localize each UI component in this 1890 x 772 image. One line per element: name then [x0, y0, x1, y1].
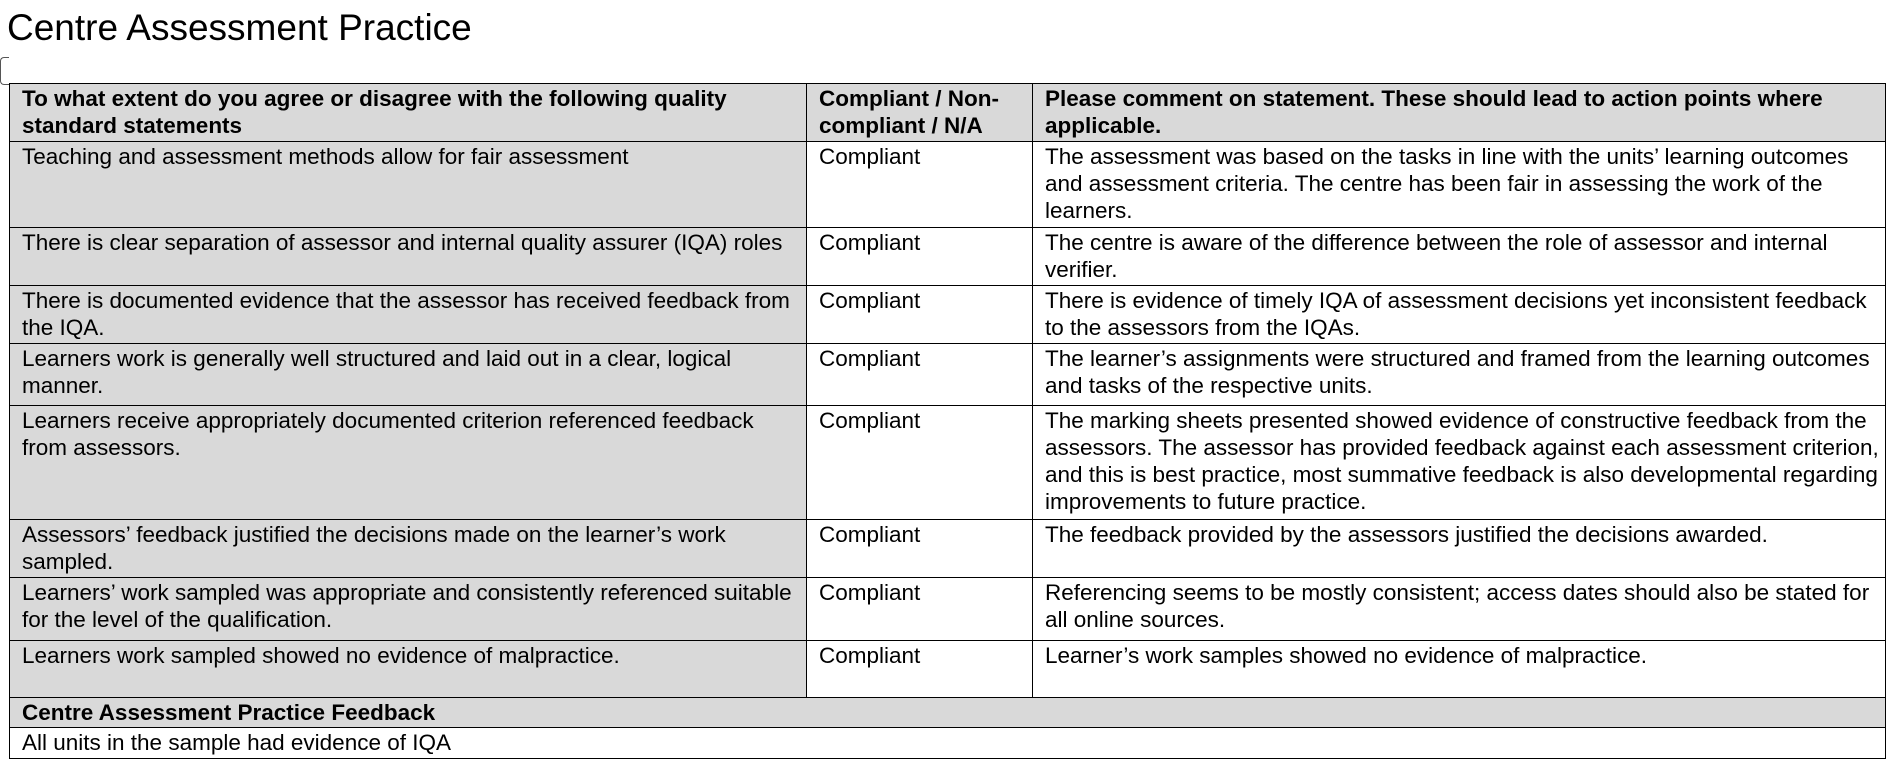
table-row	[10, 142, 1886, 228]
header-comment: Please comment on statement. These should lead to action points where applicable.	[1033, 84, 1886, 142]
statement-cell: Learners receive appropriately documented criterion referenced feedback from assessors.	[10, 406, 807, 520]
comment-cell: There is evidence of timely IQA of assessment decisions yet inconsistent feedback to the assessors from the IQAs.	[1033, 286, 1886, 344]
comment-cell: The learner’s assignments were structured and framed from the learning outcomes and tasks of the respective units.	[1033, 344, 1886, 406]
table-row	[10, 641, 1886, 698]
page-title: Centre Assessment Practice	[7, 7, 472, 48]
statement-cell: Learners work sampled showed no evidence of malpractice.	[10, 641, 807, 698]
status-cell: Compliant	[807, 228, 1033, 286]
comment-cell: The centre is aware of the difference between the role of assessor and internal verifier.	[1033, 228, 1886, 286]
table-row	[10, 344, 1886, 406]
status-cell: Compliant	[807, 520, 1033, 578]
table-row	[10, 406, 1886, 520]
statement-cell: Assessors’ feedback justified the decisions made on the learner’s work sampled.	[10, 520, 807, 578]
comment-cell: The assessment was based on the tasks in line with the units’ learning outcomes and assessment criteria. The centre has been fair in assessing the work of the learners.	[1033, 142, 1886, 228]
statement-cell: There is documented evidence that the assessor has received feedback from the IQA.	[10, 286, 807, 344]
feedback-text-row	[10, 728, 1886, 759]
comment-cell: Learner’s work samples showed no evidence of malpractice.	[1033, 641, 1886, 698]
status-cell: Compliant	[807, 578, 1033, 641]
comment-cell: The marking sheets presented showed evidence of constructive feedback from the assessors. The assessor has provided feedback against each assessment criterion, and this is best practice, most summative feedback is also developmental regarding improvements to future practice.	[1033, 406, 1886, 520]
status-cell: Compliant	[807, 344, 1033, 406]
table-row	[10, 520, 1886, 578]
comment-cell: Referencing seems to be mostly consistent; access dates should also be stated for all online sources.	[1033, 578, 1886, 641]
statement-cell: Teaching and assessment methods allow for fair assessment	[10, 142, 807, 228]
status-cell: Compliant	[807, 142, 1033, 228]
header-compliance: Compliant / Non-compliant / N/A	[807, 84, 1033, 142]
statement-cell: There is clear separation of assessor and internal quality assurer (IQA) roles	[10, 228, 807, 286]
status-cell: Compliant	[807, 286, 1033, 344]
table-row	[10, 578, 1886, 641]
assessment-table	[9, 83, 1886, 759]
comment-cell: The feedback provided by the assessors justified the decisions awarded.	[1033, 520, 1886, 578]
statement-cell: Learners work is generally well structured and laid out in a clear, logical manner.	[10, 344, 807, 406]
header-statement: To what extent do you agree or disagree with the following quality standard statements	[10, 84, 807, 142]
statement-cell: Learners’ work sampled was appropriate and consistently referenced suitable for the level of the qualification.	[10, 578, 807, 641]
table-row	[10, 228, 1886, 286]
feedback-heading: Centre Assessment Practice Feedback	[10, 698, 1886, 728]
feedback-heading-row	[10, 698, 1886, 728]
feedback-text: All units in the sample had evidence of IQA	[10, 728, 1886, 759]
status-cell: Compliant	[807, 406, 1033, 520]
table-header-row	[10, 84, 1886, 142]
status-cell: Compliant	[807, 641, 1033, 698]
table-row	[10, 286, 1886, 344]
text-cursor-marker	[0, 57, 9, 85]
